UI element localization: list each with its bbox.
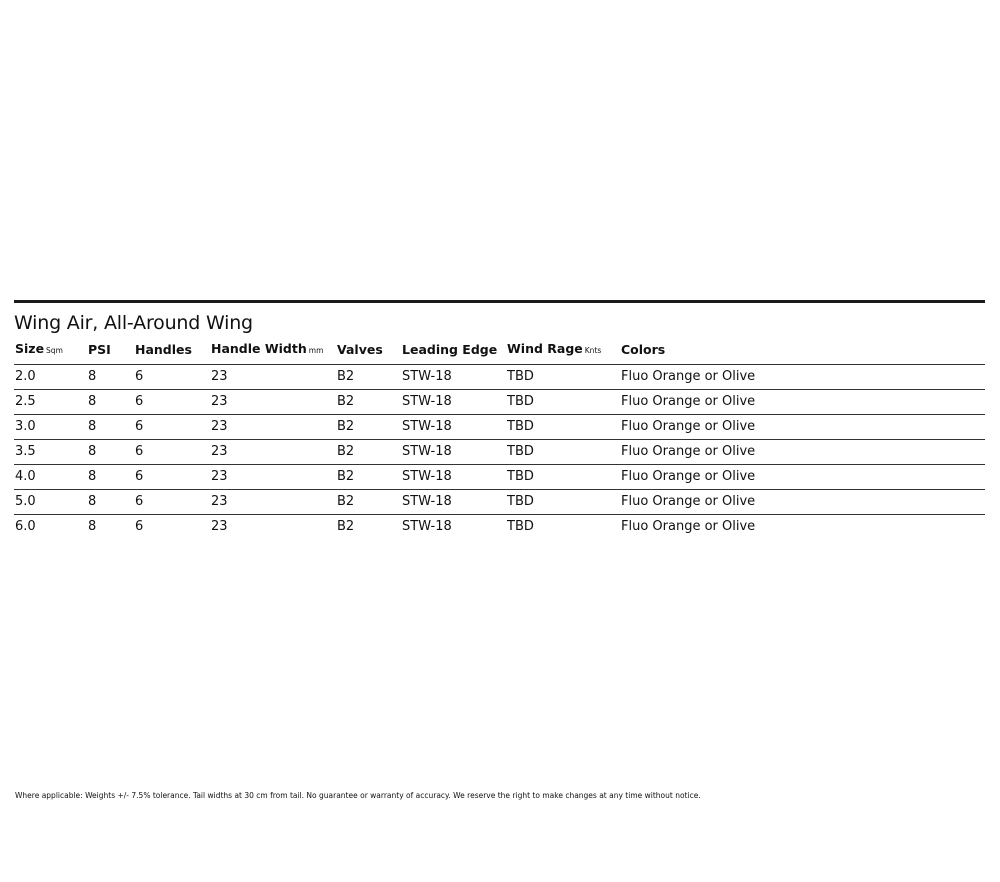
table-cell: 5.0 [14, 490, 87, 515]
table-cell: TBD [506, 415, 620, 440]
table-cell: 6 [134, 415, 210, 440]
table-cell: 3.5 [14, 440, 87, 465]
table-cell: B2 [336, 490, 401, 515]
table-cell: Fluo Orange or Olive [620, 490, 985, 515]
top-rule [14, 300, 985, 303]
table-cell: STW-18 [401, 390, 506, 415]
table-cell: 6 [135, 519, 144, 534]
table-cell: 23 [210, 390, 336, 415]
table-cell: B2 [336, 465, 401, 490]
table-cell: Fluo Orange or Olive [621, 519, 756, 534]
table-cell: TBD [506, 390, 620, 415]
table-cell: B2 [336, 415, 401, 440]
column-header-label: Handle Width [211, 341, 307, 356]
table-cell: TBD [506, 365, 620, 390]
table-cell: 23 [210, 490, 336, 515]
table-cell: TBD [506, 490, 620, 515]
column-header [134, 340, 210, 365]
table-cell: 8 [87, 365, 134, 390]
table-row [14, 365, 985, 390]
table-cell: 6 [134, 440, 210, 465]
table-cell: 8 [87, 390, 134, 415]
column-header [401, 340, 506, 365]
table-cell: 2.0 [14, 365, 87, 390]
table-cell: 23 [210, 365, 336, 390]
table-cell: STW-18 [401, 415, 506, 440]
table-cell: 23 [210, 415, 336, 440]
table-cell: STW-18 [402, 519, 452, 534]
table-cell: 6 [134, 490, 210, 515]
table-cell: 8 [88, 519, 97, 534]
column-header [506, 340, 620, 365]
table-cell: 8 [87, 465, 134, 490]
table-cell: TBD [506, 440, 620, 465]
spec-block [14, 300, 985, 539]
table-cell: 23 [210, 440, 336, 465]
column-header-unit: mm [308, 346, 324, 355]
column-header-label: Colors [621, 342, 666, 357]
column-header-label: Wind Rage [507, 341, 583, 356]
table-cell: 23 [210, 465, 336, 490]
table-cell: B2 [336, 390, 401, 415]
table-cell: Fluo Orange or Olive [620, 415, 985, 440]
table-cell: STW-18 [401, 490, 506, 515]
column-header [620, 340, 985, 365]
column-header-unit: Sqm [46, 346, 63, 355]
table-cell: Fluo Orange or Olive [620, 365, 985, 390]
table-cell: Fluo Orange or Olive [620, 390, 985, 415]
column-header [336, 340, 401, 365]
table-cell: 23 [211, 519, 228, 534]
table-cell: STW-18 [401, 365, 506, 390]
column-header [87, 340, 134, 365]
table-cell: 6.0 [15, 519, 36, 534]
column-header [210, 340, 336, 365]
spec-title: Wing Air, All-Around Wing [14, 312, 253, 334]
table-cell: STW-18 [401, 465, 506, 490]
table-row [14, 440, 985, 465]
table-cell: STW-18 [401, 440, 506, 465]
table-cell: 6 [134, 465, 210, 490]
column-header-label: Valves [337, 342, 383, 357]
table-cell: Fluo Orange or Olive [620, 440, 985, 465]
column-header-label: Handles [135, 342, 192, 357]
table-cell: Fluo Orange or Olive [620, 465, 985, 490]
table-cell: 8 [87, 490, 134, 515]
table-cell: TBD [507, 519, 534, 534]
table-cell: 6 [134, 365, 210, 390]
table-cell: TBD [506, 465, 620, 490]
footnote: Where applicable: Weights +/- 7.5% tolerance. Tail widths at 30 cm from tail. No guarantee or warranty of accuracy. We reserve the right to make changes at any time without notice. [15, 791, 701, 800]
table-cell: B2 [337, 519, 355, 534]
column-header-unit: Knts [584, 346, 602, 355]
table-cell: 6 [134, 390, 210, 415]
table-cell: B2 [336, 365, 401, 390]
table-row [14, 490, 985, 515]
table-cell: 8 [87, 415, 134, 440]
column-header-label: Size [15, 341, 45, 356]
table-row [14, 415, 985, 440]
table-row [14, 390, 985, 415]
table-row [14, 465, 985, 490]
table-cell: 3.0 [14, 415, 87, 440]
table-cell: 4.0 [14, 465, 87, 490]
table-body [14, 365, 985, 540]
spec-table [14, 340, 985, 539]
table-row [14, 515, 985, 540]
table-header-row [14, 340, 985, 365]
column-header [14, 340, 87, 365]
table-cell: 2.5 [14, 390, 87, 415]
column-header-label: PSI [88, 342, 111, 357]
table-cell: 8 [87, 440, 134, 465]
table-cell: B2 [336, 440, 401, 465]
column-header-label: Leading Edge [402, 342, 498, 357]
